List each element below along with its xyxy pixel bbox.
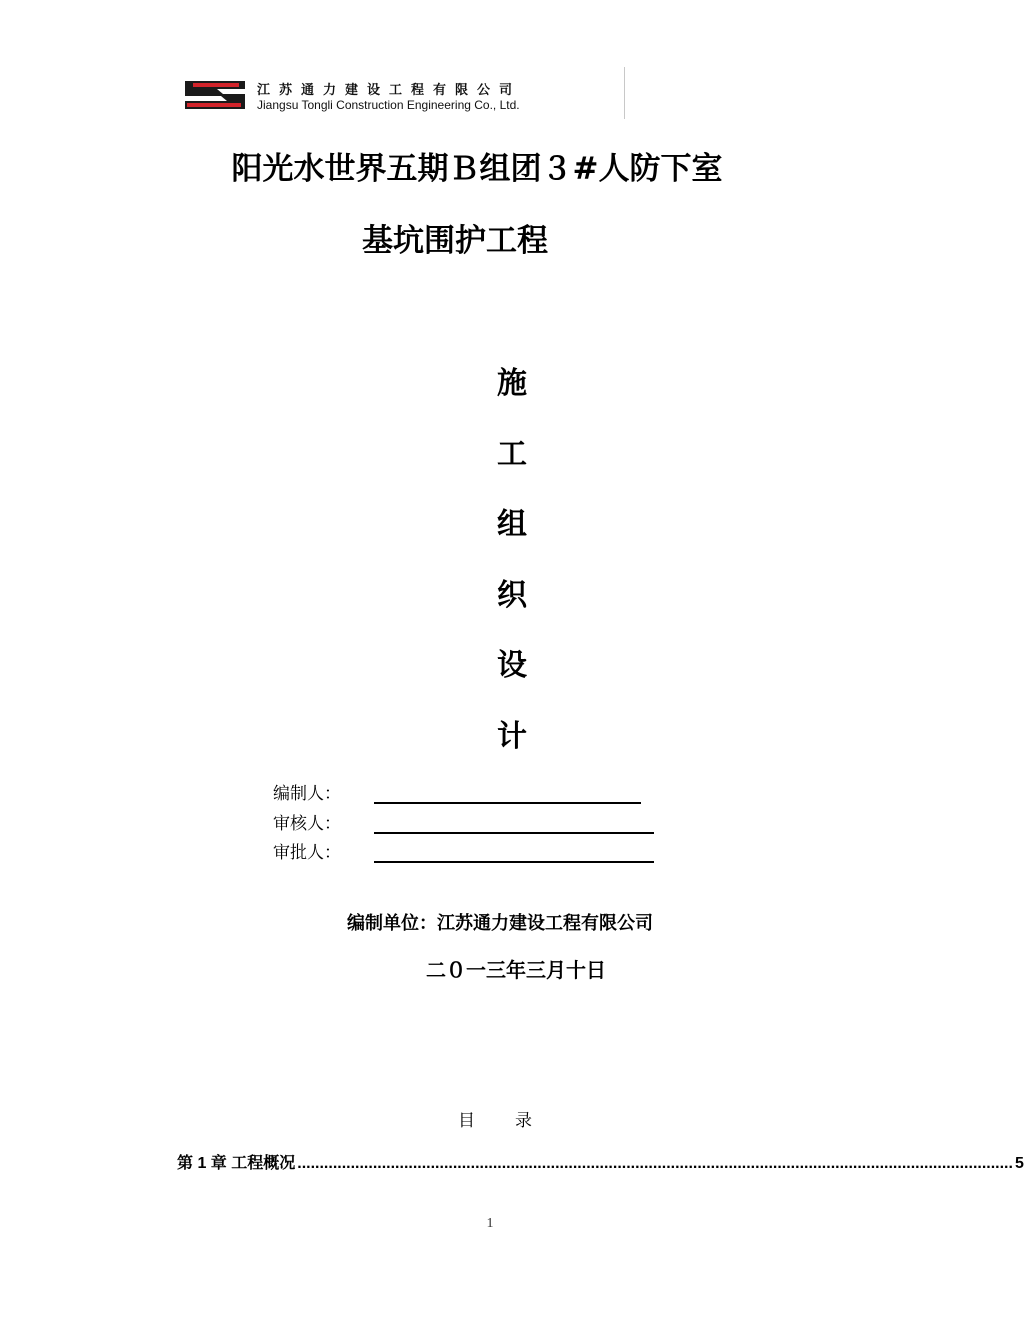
issue-date: 二０一三年三月十日: [426, 958, 606, 982]
doc-type-char-6: 计: [497, 719, 527, 754]
toc-leader-dots: .................................................................................................................................................................: [297, 1155, 1013, 1172]
reviewer-label: 审核人：: [273, 814, 341, 834]
project-title-line1: 阳光水世界五期Ｂ组团３#人防下室: [231, 151, 723, 187]
toc-entry-label: 第 1 章 工程概况: [177, 1155, 296, 1172]
company-logo: [177, 67, 625, 119]
logo-divider: [624, 67, 625, 119]
doc-type-char-4: 织: [497, 578, 527, 613]
reviewer-signature-line: [374, 832, 654, 834]
project-title-line2: 基坑围护工程: [362, 223, 548, 259]
doc-type-char-2: 工: [497, 437, 527, 472]
page-number: 1: [486, 1216, 494, 1231]
company-name-en: Jiangsu Tongli Construction Engineering Co., Ltd.: [257, 98, 520, 112]
toc-entry-page: 5: [1014, 1155, 1024, 1172]
doc-type-char-1: 施: [497, 366, 527, 401]
compiler-signature-line: [374, 802, 641, 804]
approver-signature-line: [374, 861, 654, 863]
issuing-unit: 编制单位：江苏通力建设工程有限公司: [347, 913, 653, 934]
approver-label: 审批人：: [273, 843, 341, 863]
company-name-cn: 江苏通力建设工程有限公司: [257, 83, 522, 98]
toc-entry[interactable]: [177, 1150, 1024, 1173]
compiler-label: 编制人：: [273, 784, 341, 804]
doc-type-char-3: 组: [497, 507, 527, 542]
doc-type-char-5: 设: [497, 648, 527, 683]
company-logo-mark: [183, 75, 245, 111]
toc-heading: 目录: [458, 1111, 572, 1131]
